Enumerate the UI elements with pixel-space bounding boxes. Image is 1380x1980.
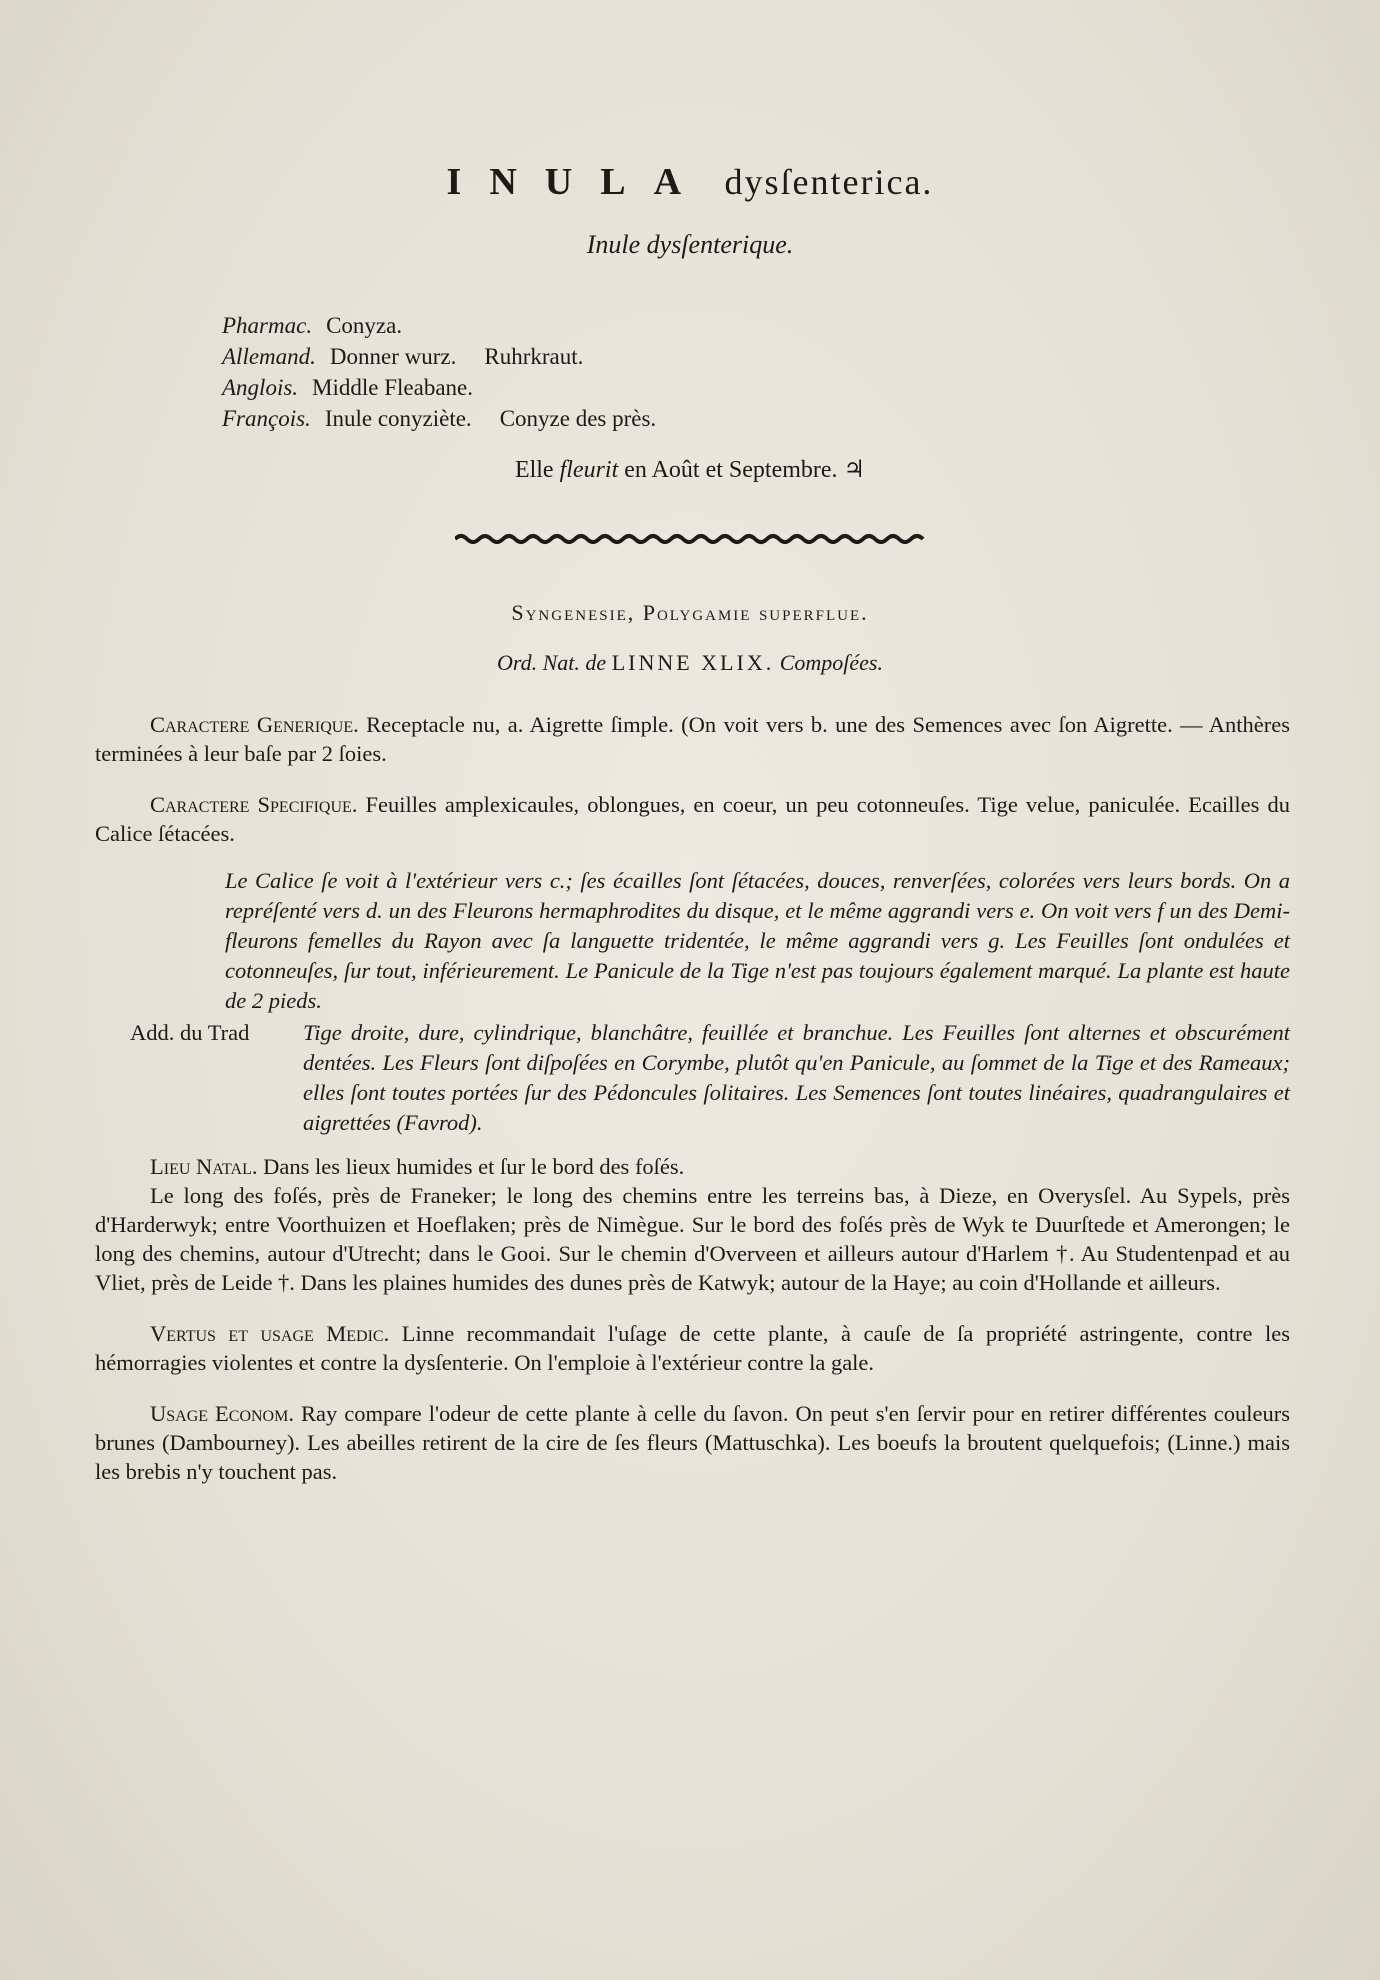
flowering-verb: fleurit (559, 457, 619, 483)
section-text: Dans les lieux humides et ſur le bord des foſés. (263, 1154, 685, 1179)
vernacular-name: Donner wurz. (329, 344, 457, 369)
vernacular-names (222, 310, 656, 434)
vernacular-name: Inule conyziète. (324, 406, 472, 431)
section-lead: Vertus et usage Medic. (150, 1321, 390, 1346)
lieu-natal (95, 1152, 1290, 1181)
order-linne: LINNE XLIX. (611, 650, 775, 675)
page-body (95, 710, 1290, 1508)
flowering-post: en Août et Septembre. ♃ (624, 457, 866, 483)
order-pre: Ord. Nat. de (497, 650, 607, 675)
caractere-specifique (95, 790, 1290, 848)
vernacular-row (222, 341, 656, 372)
section-lead: Usage Econom. (150, 1401, 294, 1426)
vernacular-lang: Pharmac. (222, 313, 313, 338)
caractere-generique (95, 710, 1290, 768)
vernacular-row (222, 403, 656, 434)
usage-econom (95, 1399, 1290, 1486)
lieu-natal-body: Le long des foſés, près de Franeker; le long des chemins entre les terreins bas, à Dieze, en Overysſel. Au Sypels, près d'Harderwyk; entre Voorthuizen et Hoeflaken; près de Nimègue. Sur le bord des foſés près de Wyk te Duurſtede et Amerongen; le long des chemins, autour d'Utrecht; dans le Gooi. Sur le chemin d'Overveen et ailleurs autour d'Harlem †. Au Studentenpad et au Vliet, près de Leide †. Dans les plaines humides des dunes près de Katwyk; autour de la Haye; au coin d'Hollande et ailleurs. (95, 1183, 1290, 1295)
description-block: Le Calice ſe voit à l'extérieur vers c.; ſes écailles ſont ſétacées, douces, renverſées, colorées vers leurs bords. On a repréſenté vers d. un des Fleurons hermaphrodites du disque, et le même aggrandi vers e. On voit vers f un des Demi-fleurons femelles du Rayon avec ſa languette tridentée, le même aggrandi vers g. Les Feuilles ſont ondulées et cotonneuſes, ſur tout, inférieurement. Le Panicule de la Tige n'est pas toujours également marqué. La plante est haute de 2 pieds. (225, 868, 1290, 1013)
vernacular-name: Conyza. (326, 313, 403, 338)
vernacular-lang: Allemand. (222, 344, 316, 369)
french-name: Inule dysſenterique. (586, 230, 794, 259)
vernacular-row (222, 372, 656, 403)
linnaean-class: Syngenesie, Polygamie superflue. (511, 600, 869, 625)
vernacular-extra: Conyze des près. (499, 406, 657, 431)
flowering-pre: Elle (514, 457, 554, 483)
species-name: dysſenterica. (724, 162, 934, 202)
order-post: Compoſées. (779, 650, 883, 675)
vernacular-name: Middle Fleabane. (312, 375, 473, 400)
section-lead: Lieu Natal. (150, 1154, 258, 1179)
natural-order (0, 650, 1380, 676)
section-lead: Caractere Generique. (150, 712, 359, 737)
vernacular-extra: Ruhrkraut. (484, 344, 584, 369)
vertus-medic (95, 1319, 1290, 1377)
page-title (0, 160, 1380, 204)
genus-name: INULA (446, 161, 710, 203)
section-text: Feuilles amplexicaules, oblongues, en coeur, un peu cotonneuſes. Tige velue, paniculée. Ecailles du Calice ſétacées. (95, 792, 1290, 846)
vernacular-lang: François. (222, 406, 311, 431)
translator-addition (95, 1018, 1290, 1138)
addition-label: Add. du Trad (130, 1020, 250, 1045)
vernacular-row (222, 310, 656, 341)
vernacular-lang: Anglois. (222, 375, 299, 400)
ornamental-divider (455, 532, 925, 546)
section-text: Linne recommandait l'uſage de cette plante, à cauſe de ſa propriété astringente, contre les hémorragies violentes et contre la dysſenterie. On l'emploie à l'extérieur contre la gale. (95, 1321, 1291, 1375)
section-text: Receptacle nu, a. Aigrette ſimple. (On voit vers b. une des Semences avec ſon Aigrette. — Anthères terminées à leur baſe par 2 ſoies. (95, 712, 1291, 766)
addition-text: Tige droite, dure, cylindrique, blanchâtre, feuillée et branchue. Les Feuilles ſont alternes et obscurément dentées. Les Fleurs ſont diſpoſées en Corymbe, plutôt qu'en Panicule, au ſommet de la Tige et des Rameaux; elles ſont toutes portées ſur des Pédoncules ſolitaires. Les Semences ſont toutes linéaires, quadrangulaires et aigrettées (Favrod). (303, 1020, 1290, 1135)
flowering-season (0, 455, 1380, 484)
section-lead: Caractere Specifique. (150, 792, 358, 817)
section-text: Ray compare l'odeur de cette plante à celle du ſavon. On peut s'en ſervir pour en retirer différentes couleurs brunes (Dambourney). Les abeilles retirent de la cire de ſes fleurs (Mattuschka). Les boeufs la broutent quelquefois; (Linne.) mais les brebis n'y touchent pas. (95, 1401, 1291, 1484)
